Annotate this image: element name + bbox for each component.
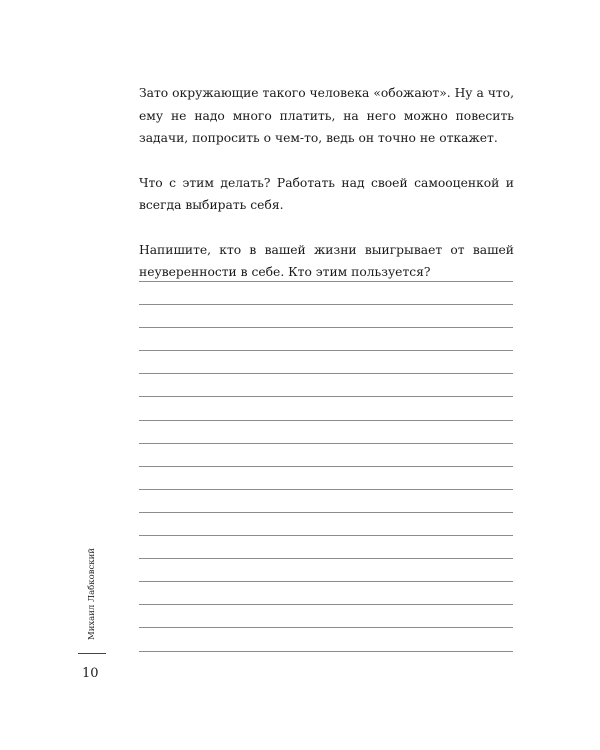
writing-line[interactable] [139, 558, 513, 581]
writing-line[interactable] [139, 350, 513, 373]
writing-line[interactable] [139, 535, 513, 558]
writing-line[interactable] [139, 466, 513, 489]
writing-line[interactable] [139, 327, 513, 350]
writing-line[interactable] [139, 443, 513, 466]
writing-line[interactable] [139, 420, 513, 443]
footer-rule [78, 653, 106, 654]
writing-line[interactable] [139, 581, 513, 604]
text-block [139, 82, 514, 284]
writing-line[interactable] [139, 373, 513, 396]
writing-line[interactable] [139, 304, 513, 327]
paragraph-2: Что с этим делать? Работать над своей самооценкой и всегда выбирать себя. [139, 175, 514, 212]
writing-line[interactable] [139, 489, 513, 512]
writing-line[interactable] [139, 396, 513, 419]
page-number: 10 [82, 666, 99, 681]
writing-line[interactable] [139, 512, 513, 535]
writing-lines[interactable] [139, 281, 513, 674]
writing-line[interactable] [139, 604, 513, 627]
paragraph-1: Зато окружающие такого человека «обожают». Ну а что, ему не надо много платить, на него можно повесить задачи, попросить о чем-то, ведь он точно не откажет. [139, 86, 514, 145]
writing-line[interactable] [139, 651, 513, 674]
writing-line[interactable] [139, 627, 513, 650]
author-name: Михаил Лабковский [87, 548, 97, 640]
writing-line[interactable] [139, 281, 513, 304]
exercise-prompt: Напишите, кто в вашей жизни выигрывает от вашей неуверенности в себе. Кто этим пользуется? [139, 242, 514, 279]
